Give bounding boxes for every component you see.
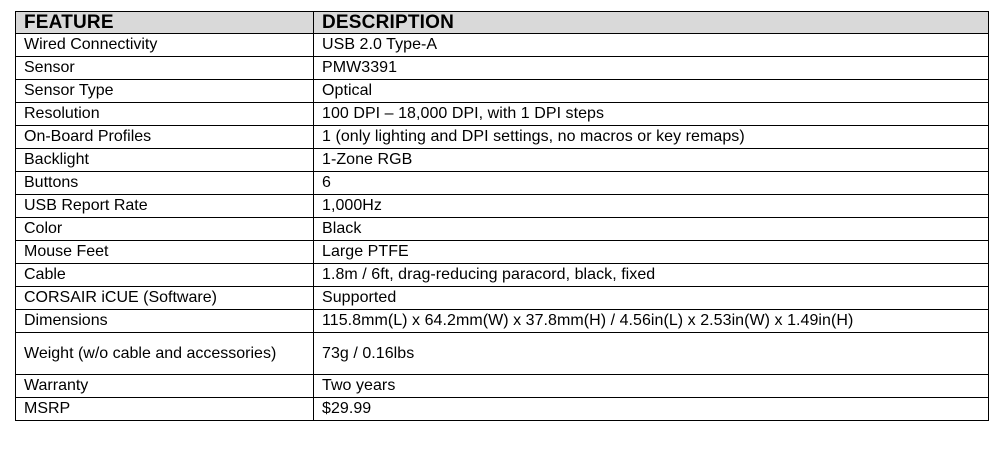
feature-cell: MSRP [16,398,314,421]
feature-cell: Resolution [16,103,314,126]
feature-cell: On-Board Profiles [16,126,314,149]
description-cell: Large PTFE [314,241,989,264]
description-cell: USB 2.0 Type-A [314,34,989,57]
feature-cell: Warranty [16,375,314,398]
feature-cell: Buttons [16,172,314,195]
description-cell: 1-Zone RGB [314,149,989,172]
description-cell: 1.8m / 6ft, drag-reducing paracord, black, fixed [314,264,989,287]
table-row [16,241,989,264]
header-feature: FEATURE [16,12,314,34]
feature-cell: Backlight [16,149,314,172]
feature-cell: Mouse Feet [16,241,314,264]
description-cell: Black [314,218,989,241]
table-row [16,218,989,241]
description-cell: PMW3391 [314,57,989,80]
feature-cell: Sensor [16,57,314,80]
description-cell: $29.99 [314,398,989,421]
table-row [16,195,989,218]
feature-cell: CORSAIR iCUE (Software) [16,287,314,310]
table-row [16,149,989,172]
feature-cell: Color [16,218,314,241]
description-cell: 1,000Hz [314,195,989,218]
feature-cell: Wired Connectivity [16,34,314,57]
table-row [16,287,989,310]
description-cell: 73g / 0.16lbs [314,333,989,375]
description-cell: Supported [314,287,989,310]
feature-cell: Sensor Type [16,80,314,103]
table-row [16,172,989,195]
description-cell: Two years [314,375,989,398]
table-row [16,333,989,375]
feature-cell: Dimensions [16,310,314,333]
table-row [16,375,989,398]
description-cell: Optical [314,80,989,103]
table-row [16,126,989,149]
table-row [16,264,989,287]
spec-table [15,11,989,421]
feature-cell: Weight (w/o cable and accessories) [16,333,314,375]
table-row [16,34,989,57]
description-cell: 6 [314,172,989,195]
table-row [16,80,989,103]
description-cell: 115.8mm(L) x 64.2mm(W) x 37.8mm(H) / 4.56in(L) x 2.53in(W) x 1.49in(H) [314,310,989,333]
feature-cell: USB Report Rate [16,195,314,218]
description-cell: 100 DPI – 18,000 DPI, with 1 DPI steps [314,103,989,126]
table-row [16,310,989,333]
table-row [16,398,989,421]
header-description: DESCRIPTION [314,12,989,34]
table-row [16,57,989,80]
table-row [16,103,989,126]
header-row [16,12,989,34]
feature-cell: Cable [16,264,314,287]
description-cell: 1 (only lighting and DPI settings, no macros or key remaps) [314,126,989,149]
